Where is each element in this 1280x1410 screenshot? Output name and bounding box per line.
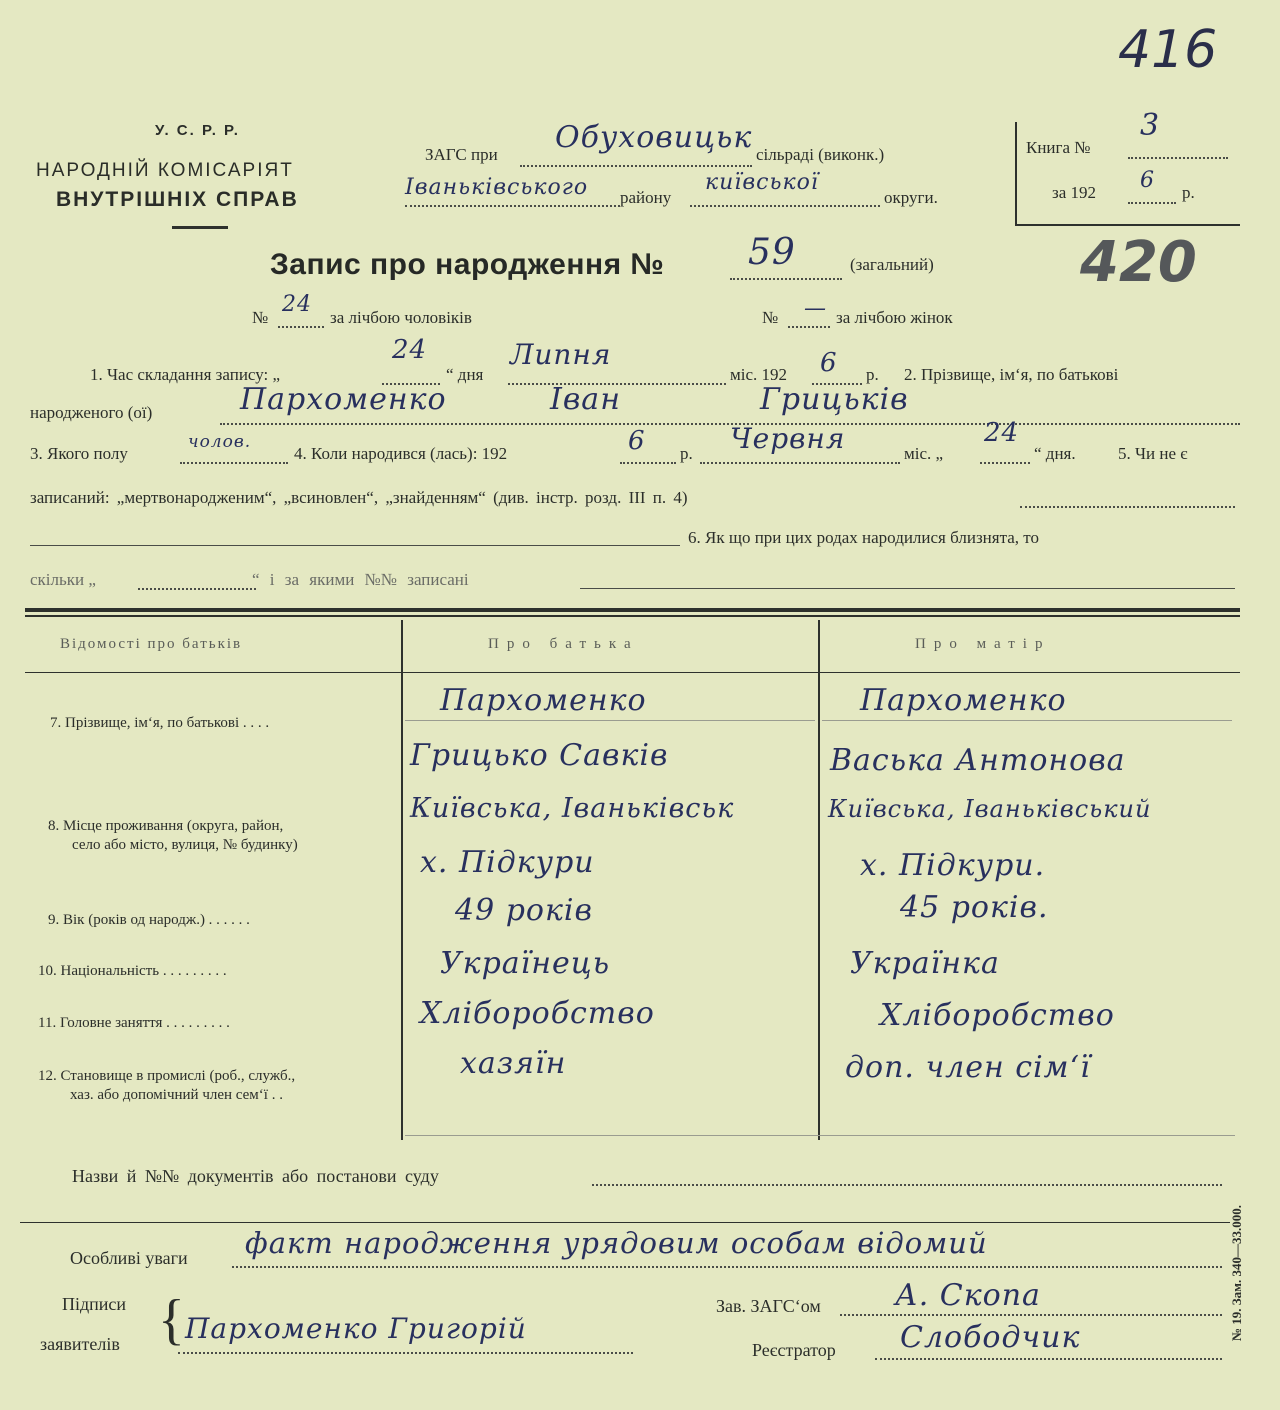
row-label-status: 12. Становище в промислі (роб., служб., xyxy=(38,1068,296,1084)
item1-label: 1. Час складання запису: „ xyxy=(90,365,281,384)
child-sex: чолов. xyxy=(188,432,252,452)
pencil-mark: 420 xyxy=(1080,230,1197,295)
father-status: хазяїн xyxy=(460,1046,567,1081)
item1-year: 6 xyxy=(820,348,838,378)
record-title: Запис про народження № xyxy=(270,248,665,281)
book-label: Книга № xyxy=(1026,138,1091,157)
applicants-label-2: заявителів xyxy=(40,1334,120,1354)
item6-line2-mid: “ і за якими №№ записані xyxy=(252,570,469,589)
row-label-status-2: хаз. або допомічний член сем‘ї . . xyxy=(70,1087,283,1103)
head-label: Зав. ЗАГС‘ом xyxy=(716,1296,821,1316)
father-occupation: Хліборобство xyxy=(420,996,655,1031)
ussr-label: У. С. Р. Р. xyxy=(155,122,240,139)
mother-age: 45 років. xyxy=(900,890,1049,925)
notes-label: Особливі уваги xyxy=(70,1248,188,1268)
applicant-signature: Пархоменко Григорій xyxy=(185,1312,527,1345)
book-number: 3 xyxy=(1140,108,1161,143)
raion-value: Іваньківського xyxy=(405,175,589,200)
registrar-label: Реєстратор xyxy=(752,1340,836,1360)
item1-month: Липня xyxy=(510,338,612,371)
mother-nationality: Українка xyxy=(850,946,1000,981)
zags-label: ЗАГС при xyxy=(425,145,498,164)
birth-month: Червня xyxy=(730,422,846,455)
book-year-label: за 192 xyxy=(1052,183,1097,202)
item2-born-label: народженого (ої) xyxy=(30,403,153,422)
raion-label: району xyxy=(620,188,672,207)
row-label-residence: 8. Місце проживання (округа, район, xyxy=(48,818,284,834)
item5-text: записаний: „мертвонародженим“, „всиновлен“, „знайденням“ (див. інстр. розд. III п. 4) xyxy=(30,488,688,507)
side-print: № 19. Зам. 340—33.000. xyxy=(1229,1204,1244,1342)
table-header-info: Відомості про батьків xyxy=(60,636,243,652)
mother-residence-2: х. Підкури. xyxy=(860,848,1046,883)
mother-name: Васька Антонова xyxy=(830,743,1126,778)
male-no-label: № xyxy=(252,308,269,327)
female-number: — xyxy=(804,296,827,321)
row-label-age: 9. Вік (років од народж.) . . . . . . xyxy=(48,912,250,928)
mother-residence-1: Київська, Іваньківський xyxy=(828,795,1152,823)
item3-label: 3. Якого полу xyxy=(30,444,128,463)
item2-label: 2. Прізвище, ім‘я, по батькові xyxy=(904,365,1119,384)
item1-day-label: “ дня xyxy=(446,365,484,384)
commissariat-line2: ВНУТРІШНІХ СПРАВ xyxy=(56,188,299,211)
birth-day: 24 xyxy=(984,418,1020,448)
item6-label: 6. Як що при цих родах народилися близнята, то xyxy=(688,528,1039,547)
notes-value: факт народження урядовим особам відомий xyxy=(245,1226,988,1260)
father-residence-2: х. Підкури xyxy=(420,845,595,880)
child-name: Іван xyxy=(550,382,621,417)
male-number: 24 xyxy=(282,292,312,317)
record-general: (загальний) xyxy=(850,255,934,274)
item1-day: 24 xyxy=(392,335,428,365)
father-nationality: Українець xyxy=(440,946,611,981)
okruga-label: округи. xyxy=(884,188,938,207)
item1-month-label: міс. 192 xyxy=(730,365,788,384)
table-header-mother: Про матір xyxy=(915,636,1051,652)
mother-status: доп. член сім‘ї xyxy=(845,1050,1091,1085)
mother-occupation: Хліборобство xyxy=(880,998,1115,1033)
applicants-brace: { xyxy=(158,1289,185,1351)
item6-line2: скільки „ xyxy=(30,570,96,589)
archive-number: 416 xyxy=(1118,20,1218,80)
birth-year-suffix: р. xyxy=(680,444,693,463)
father-surname: Пархоменко xyxy=(440,683,647,718)
birth-month-label: міс. „ xyxy=(904,444,944,463)
documents-label: Назви й №№ документів або постанови суду xyxy=(72,1166,439,1186)
female-no-label: № xyxy=(762,308,779,327)
female-label: за лічбою жінок xyxy=(836,308,953,327)
commissariat-line1: НАРОДНІЙ КОМІСАРІЯТ xyxy=(36,160,294,181)
father-residence-1: Київська, Іваньківськ xyxy=(410,793,735,824)
father-name: Грицько Савків xyxy=(410,738,669,773)
applicants-label-1: Підписи xyxy=(62,1294,127,1314)
table-header-father: Про батька xyxy=(488,636,639,652)
item1-year-suffix: р. xyxy=(866,365,879,384)
row-label-residence-2: село або місто, вулиця, № будинку) xyxy=(72,837,298,853)
mother-surname: Пархоменко xyxy=(860,683,1067,718)
okruga-value: київської xyxy=(705,170,819,195)
book-year-suffix: р. xyxy=(1182,183,1195,202)
registrar-signature: Слободчик xyxy=(900,1320,1081,1355)
father-age: 49 років xyxy=(455,893,593,928)
record-number: 59 xyxy=(748,232,796,273)
item5-label: 5. Чи не є xyxy=(1118,444,1188,463)
header-divider xyxy=(172,226,228,229)
row-label-occupation: 11. Головне заняття . . . . . . . . . xyxy=(38,1015,230,1031)
birth-year: 6 xyxy=(628,426,646,456)
book-year-value: 6 xyxy=(1140,168,1155,193)
birth-day-label: “ дня. xyxy=(1034,444,1076,463)
child-patronymic: Грицьків xyxy=(760,382,909,417)
row-label-name: 7. Прізвище, ім‘я, по батькові . . . . xyxy=(50,715,270,731)
silradi-label: сільраді (виконк.) xyxy=(756,145,885,164)
child-surname: Пархоменко xyxy=(240,382,447,417)
male-label: за лічбою чоловіків xyxy=(330,308,472,327)
row-label-nationality: 10. Національність . . . . . . . . . xyxy=(38,963,227,979)
head-signature: А. Скопа xyxy=(895,1278,1041,1313)
item4-label: 4. Коли народився (лась): 192 xyxy=(294,444,508,463)
zags-value: Обуховицьк xyxy=(555,120,753,155)
